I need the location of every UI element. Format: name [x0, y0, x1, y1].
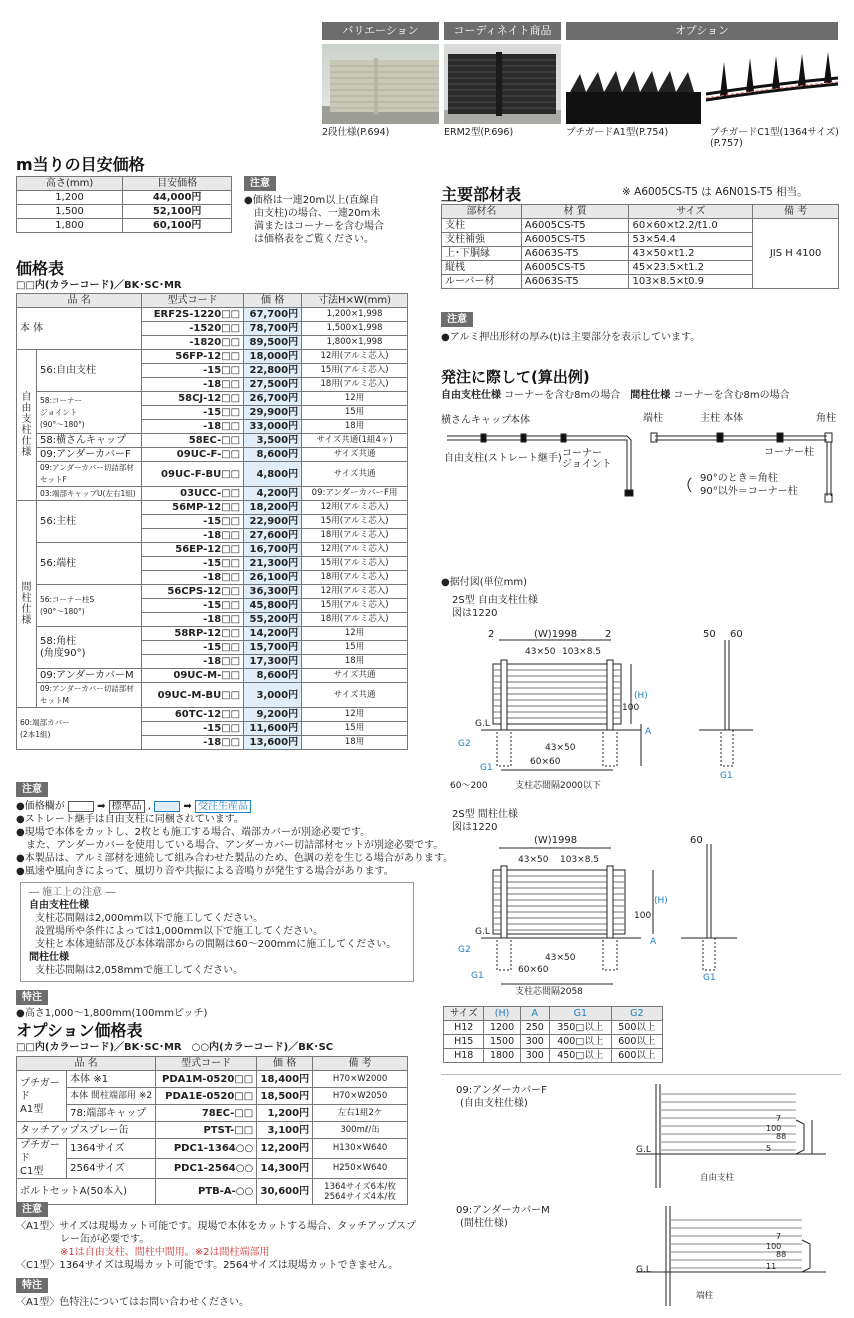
price-header: 価 格 — [244, 294, 302, 308]
unit-price-header: 目安価格 — [123, 177, 232, 191]
price-table-subtitle: □□内(カラーコード)／BK･SC･MR — [16, 280, 182, 291]
materials-title: 主要部材表 — [441, 185, 522, 204]
option-table-title: オプション価格表 — [16, 1021, 143, 1040]
unit-price-title: m当りの目安価格 — [16, 155, 145, 174]
order-label: 90°のとき＝角柱 90°以外＝コーナー柱 — [700, 473, 798, 497]
unit-price-table — [16, 176, 232, 233]
undercover-f-sub: (自由支柱仕様) — [460, 1098, 528, 1109]
undercover-m-sub: (間柱仕様) — [460, 1218, 508, 1229]
price-notes: ●価格欄が ➡ 標準品 , ➡ 受注生産品 ●ストレート継手は自由支柱に同梱されています。 ●現場で本体をカットし、2枚とも施工する場合、端部カバーが別途必要です。 また、アンダーカバーを使用している場合、アンダーカバー切詰部材セットが別途必要です。 ●本製品は、アルミ部材を連続して組み合わせた製品のため、色調の差を生じる場合があります。 ●風速や風向きによって、風切り音や共振による音鳴りが発生する場合があります。 — [16, 801, 454, 877]
caption-coordinate: ERM2型(P.696) — [444, 127, 514, 138]
table-row: 間柱仕様 56:主柱 56MP-12□□ 18,200円 12用(アルミ芯入) — [17, 501, 408, 515]
table-row: 78:端部キャップ 78EC-□□ 1,200円 左右1組2ケ — [17, 1105, 408, 1122]
table-row: -18□□ 27,500円 18用(アルミ芯入) — [17, 378, 408, 392]
order-label: 主柱 本体 — [700, 413, 744, 424]
divider — [441, 1074, 841, 1075]
tab-coordinate: コーディネイト商品 — [444, 22, 561, 40]
dim-label: 43×50 — [545, 743, 576, 753]
table-row: 58:角柱 (角度90°) 58RP-12□□ 14,200円 12用 — [17, 627, 408, 641]
dim-label: 60～200 — [450, 781, 488, 791]
table-row: 09:アンダーカバー切詰部材セットF 09UC-F-BU□□ 4,800円 サイズ共通 — [17, 462, 408, 487]
dim-label: (H) — [634, 691, 648, 701]
table-row: 56:端柱 56EP-12□□ 16,700円 12用(アルミ芯入) — [17, 543, 408, 557]
dim-label: 支柱芯間隔2000以下 — [515, 781, 601, 791]
table-row: ボルトセットA(50本入) PTB-A-○○ 30,600円 1364サイズ6本/枚 2564サイズ4本/枚 — [17, 1179, 408, 1205]
dim-label: G1 — [480, 763, 493, 773]
table-row: ルーバー材 A6063S-T5 103×8.5×t0.9 — [442, 275, 839, 289]
table-row: 1,200 44,000円 — [17, 191, 232, 205]
table-row: -15□□ 22,900円 15用(アルミ芯入) — [17, 515, 408, 529]
dim-label: A — [650, 937, 657, 947]
order-label: 自由支柱(ストレート継手) — [444, 453, 562, 464]
option-note-tag: 注意 — [16, 1202, 48, 1217]
table-row: 56:コーナー柱S (90°～180°) 56CPS-12□□ 36,300円 12用(アルミ芯入) — [17, 585, 408, 599]
undercover-dim: 88 — [776, 1132, 787, 1141]
table-row: 2564サイズ PDC1-2564○○ 14,300円 H250×W640 — [17, 1159, 408, 1179]
photo-variation — [322, 44, 439, 124]
table-row: 09:アンダーカバー切詰部材セットM 09UC-M-BU□□ 3,000円 サイズ共通 — [17, 683, 408, 708]
order-label: 本体 — [510, 415, 530, 426]
order-label: 端柱 — [643, 413, 663, 424]
table-row: タッチアップスプレー缶 PTST-□□ 3,100円 300mℓ/缶 — [17, 1122, 408, 1139]
table-row: -18□□ 27,600円 18用(アルミ芯入) — [17, 529, 408, 543]
undercover-dim: 100 — [766, 1124, 782, 1133]
table-row: 自由支柱仕様 56:自由支柱 56FP-12□□ 18,000円 12用(アルミ芯入) — [17, 350, 408, 364]
price-table-title: 価格表 — [16, 259, 65, 278]
table-row: 09:アンダーカバーM 09UC-M-□□ 8,600円 サイズ共通 — [17, 669, 408, 683]
table-row: 支柱補強 A6005CS-T5 53×54.4 — [442, 233, 839, 247]
photo-option-c1 — [706, 44, 838, 124]
price-header: 型式コード — [142, 294, 244, 308]
table-row: 58:横さんキャップ 58EC-□□ 3,500円 サイズ共通(1組4ヶ) — [17, 434, 408, 448]
undercover-m-title: 09:アンダーカバーM — [456, 1205, 550, 1216]
price-note-tag: 注意 — [16, 782, 48, 797]
table-row: プチガード C1型 1364サイズ PDC1-1364○○ 12,200円 H130×W640 — [17, 1139, 408, 1159]
dim-label: 43×50 — [518, 855, 549, 865]
dim-label: G.L — [475, 927, 490, 937]
table-row: -15□□ 21,300円 15用(アルミ芯入) — [17, 557, 408, 571]
special-order-text-2: 〈A1型〉色特注についてはお問い合わせください。 — [16, 1297, 250, 1308]
unit-price-note-tag: 注意 — [244, 176, 276, 191]
dim-label: 60×60 — [530, 757, 561, 767]
materials-note-tag: 注意 — [441, 312, 473, 327]
dim-label: 60 — [690, 835, 703, 846]
table-row: 09:アンダーカバーF 09UC-F-□□ 8,600円 サイズ共通 — [17, 448, 408, 462]
undercover-gl: G.L — [636, 1145, 651, 1155]
table-row: -18□□ 33,000円 18用 — [17, 420, 408, 434]
dim-label: G2 — [458, 945, 471, 955]
undercover-dim: 100 — [766, 1242, 782, 1251]
photo-coordinate — [444, 44, 561, 124]
install-diagram-a — [441, 620, 851, 800]
install-b-title: 2S型 間柱仕様 — [452, 809, 518, 820]
table-row: -18□□ 55,200円 18用(アルミ芯入) — [17, 613, 408, 627]
install-title: ●据付図(単位mm) — [441, 577, 528, 588]
order-title: 発注に際して(算出例) — [441, 368, 590, 386]
install-a-title: 2S型 自由支柱仕様 — [452, 595, 538, 606]
table-row: -18□□ 13,600円 18用 — [17, 736, 408, 750]
table-row: H12 1200 250 350□以上 500以上 — [444, 1021, 663, 1035]
undercover-f-label: 自由支柱 — [700, 1173, 735, 1183]
special-order-tag: 特注 — [16, 990, 48, 1005]
dim-label: 100 — [622, 703, 640, 713]
materials-table: 部材名 材 質 サイズ 備 考 支柱 A6005CS-T5 60×60×t2.2/t1.0 JIS H 4100 支柱補強 A6005CS-T5 53×54.4 上･下胴縁 A6063S-T5 43×50×t1.2 縦桟 A6005CS-T5 45×23.5×t1.2 ルーバー材 A6063S-T5 103×8.5×t0.9 — [441, 204, 839, 289]
option-table-subtitle: □□内(カラーコード)／BK･SC･MR ○○内(カラーコード)／BK･SC — [16, 1042, 334, 1053]
undercover-m-diagram — [636, 1202, 836, 1308]
special-order-tag-2: 特注 — [16, 1278, 48, 1293]
undercover-dim: 11 — [766, 1262, 777, 1271]
option-table: 品 名 型式コード 価 格 備 考 プチガード A1型 本体 ※1 PDA1M-0520□□ 18,400円 H70×W2000 本体 間柱端部用 ※2 PDA1E-0520□□ 18,500円 H70×W2050 78:端部キャップ 78EC-□□ 1,200円 左右1組2ケ タッチアップスプレー缶 PTST-□□ 3,100円 300mℓ/缶 プチガード C1型 1364サイズ PDC1-1364○○ 12,200円 H130×W640 2564サイズ PDC1-2564○○ 14,300円 H250×W640 ボルトセットA(50本入) PTB-A-○○ 30,600円 1364サイズ6本/枚 2564サイズ4本/枚 — [16, 1056, 408, 1205]
table-row: -18□□ 17,300円 18用 — [17, 655, 408, 669]
undercover-dim: 88 — [776, 1250, 787, 1259]
dim-label: 43×50 — [525, 647, 556, 657]
dim-label: A — [645, 727, 652, 737]
dim-label: 43×50 — [545, 953, 576, 963]
construction-notes: ― 施工上の注意 ― 自由支柱仕様 支柱芯間隔は2,000mm以下で施工してください。 設置場所や条件によっては1,000mm以下で施工してください。 支柱と本体連結部及び本体端部からの間隔は60～200mmに施工してください。 間柱仕様 支柱芯間隔は2,058mmで施工してください。 — [20, 882, 414, 982]
caption-option-a1: プチガードA1型(P.754) — [566, 127, 669, 138]
table-row: -15□□ 45,800円 15用(アルミ芯入) — [17, 599, 408, 613]
table-row: 1,800 60,100円 — [17, 219, 232, 233]
dim-label: (W)1998 — [534, 629, 578, 640]
install-a-sub: 図は1220 — [452, 608, 498, 619]
order-subtitle: 自由支柱仕様 コーナーを含む8mの場合 間柱仕様 コーナーを含む8mの場合 — [441, 390, 790, 401]
order-label: コーナー ジョイント — [562, 448, 612, 470]
undercover-dim: 5 — [766, 1144, 772, 1153]
price-header: 品 名 — [17, 294, 142, 308]
table-row: 58:コーナー ジョイント (90°～180°) 58CJ-12□□ 26,700円 12用 — [17, 392, 408, 406]
dim-label: G1 — [703, 973, 716, 983]
materials-note: ●アルミ押出形材の厚み(t)は主要部分を表示しています。 — [441, 332, 701, 343]
dim-label: G1 — [720, 771, 733, 781]
order-label: コーナー柱 — [764, 447, 814, 458]
table-row: 本体 間柱端部用 ※2 PDA1E-0520□□ 18,500円 H70×W2050 — [17, 1088, 408, 1105]
price-header: 寸法H×W(mm) — [302, 294, 408, 308]
undercover-f-diagram — [636, 1080, 836, 1190]
table-row: 1,500 52,100円 — [17, 205, 232, 219]
materials-remark: ※ A6005CS-T5 は A6N01S-T5 相当。 — [622, 186, 808, 198]
table-row: -15□□ 15,700円 15用 — [17, 641, 408, 655]
dim-label: (W)1998 — [534, 835, 578, 846]
table-row: 上･下胴縁 A6063S-T5 43×50×t1.2 — [442, 247, 839, 261]
dim-label: 2 — [605, 629, 612, 640]
tab-option: オプション — [566, 22, 838, 40]
special-order-text: ●高さ1,000～1,800mm(100mmピッチ) — [16, 1008, 208, 1019]
dim-label: G2 — [458, 739, 471, 749]
dim-label: 60×60 — [518, 965, 549, 975]
size-table: サイズ (H) A G1 G2 H12 1200 250 350□以上 500以上 H15 1500 300 400□以上 600以上 H18 1800 300 450□以上 600以上 — [443, 1006, 663, 1063]
install-diagram-b — [441, 834, 851, 1014]
dim-label: 50 — [703, 629, 716, 640]
price-table — [16, 293, 408, 750]
dim-label: G1 — [471, 971, 484, 981]
table-row: -18□□ 26,100円 18用(アルミ芯入) — [17, 571, 408, 585]
dim-label: (H) — [654, 896, 668, 906]
order-label: 横さんキャップ — [441, 415, 511, 426]
order-label: 角柱 — [816, 413, 836, 424]
table-row: 支柱 A6005CS-T5 60×60×t2.2/t1.0 JIS H 4100 — [442, 219, 839, 233]
undercover-dim: 7 — [776, 1114, 782, 1123]
table-row: 60:端部カバー (2本1組) 60TC-12□□ 9,200円 12用 — [17, 708, 408, 722]
dim-label: 103×8.5 — [562, 647, 602, 657]
unit-price-note: ●価格は一連20m以上(直線自 由支柱)の場合、一連20m未 満またはコーナーを含む場合 は価格表をご覧ください。 — [244, 195, 384, 245]
caption-variation: 2段仕様(P.694) — [322, 127, 390, 138]
table-row: -15□□ 11,600円 15用 — [17, 722, 408, 736]
table-row: -15□□ 22,800円 15用(アルミ芯入) — [17, 364, 408, 378]
tab-variation: バリエーション — [322, 22, 439, 40]
table-row: -1520□□ 78,700円 1,500×1,998 — [17, 322, 408, 336]
table-row: -15□□ 29,900円 15用 — [17, 406, 408, 420]
undercover-dim: 7 — [776, 1232, 782, 1241]
dim-label: 2 — [488, 629, 495, 640]
dim-label: 支柱芯間隔2058 — [515, 987, 583, 997]
caption-option-c1: プチガードC1型(1364サイズ) (P.757) — [710, 127, 839, 149]
unit-price-header: 高さ(mm) — [17, 177, 123, 191]
option-notes: 〈A1型〉サイズは現場カット可能です。現場で本体をカットする場合、タッチアップスプ レー缶が必要です。 ※1は自由支柱、間柱中間用。※2は間柱端部用 〈C1型〉1364サイズは現場カット可能です。2564サイズは現場カットできません。 — [16, 1221, 417, 1271]
table-row: H15 1500 300 400□以上 600以上 — [444, 1035, 663, 1049]
table-row: 03:端部キャップU(左右1組) 03UCC-□□ 4,200円 09:アンダーカバーF用 — [17, 487, 408, 501]
table-row: 本 体 ERF2S-1220□□ 67,700円 1,200×1,998 — [17, 308, 408, 322]
table-row: H18 1800 300 450□以上 600以上 — [444, 1049, 663, 1063]
undercover-f-title: 09:アンダーカバーF — [456, 1085, 547, 1096]
table-row: 縦桟 A6005CS-T5 45×23.5×t1.2 — [442, 261, 839, 275]
undercover-gl: G.L — [636, 1265, 651, 1275]
dim-label: 100 — [634, 911, 652, 921]
install-b-sub: 図は1220 — [452, 822, 498, 833]
photo-option-a1 — [566, 44, 701, 124]
undercover-m-label: 端柱 — [696, 1291, 714, 1301]
dim-label: 103×8.5 — [560, 855, 600, 865]
table-row: -1820□□ 89,500円 1,800×1,998 — [17, 336, 408, 350]
table-row: プチガード A1型 本体 ※1 PDA1M-0520□□ 18,400円 H70×W2000 — [17, 1071, 408, 1088]
dim-label: 60 — [730, 629, 743, 640]
dim-label: G.L — [475, 719, 490, 729]
